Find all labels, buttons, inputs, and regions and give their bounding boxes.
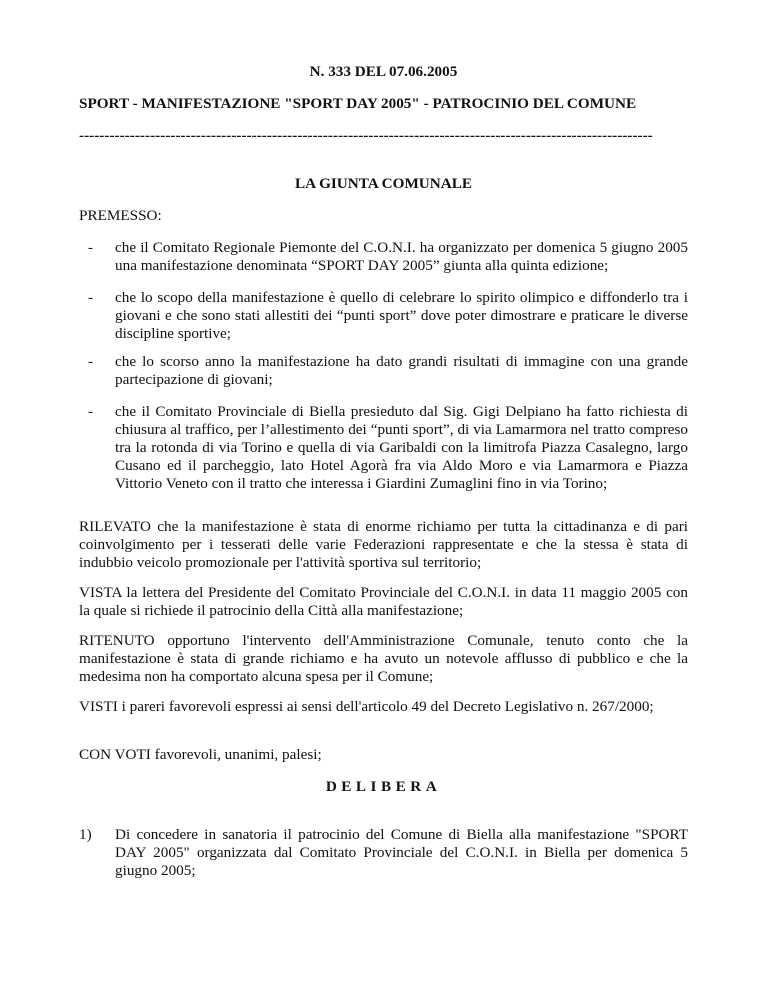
premesso-item (79, 289, 688, 343)
premesso-item (79, 239, 688, 275)
resolution-text: Di concedere in sanatoria il patrocinio del Comune di Biella alla manifestazione "SPORT DAY 2005" organizzata dal Comitato Provinciale del C.O.N.I. in Biella per domenica 5 giugno 2005; (115, 826, 688, 879)
resolution-number: 1) (79, 826, 92, 843)
separator-line: ----------------------------------------------------------------------------------------------------------------- (79, 127, 653, 144)
ritenuto-paragraph: RITENUTO opportuno l'intervento dell'Amministrazione Comunale, tenuto conto che la manifestazione è stata di grande richiamo e ha avuto un notevole afflusso di pubblico e che la medesima non ha comportato alcuna spesa per il Comune; (79, 632, 688, 685)
premesso-label: PREMESSO: (79, 207, 162, 224)
vista-paragraph: VISTA la lettera del Presidente del Comitato Provinciale del C.O.N.I. in data 11 maggio 2005 con la quale si richiede il patrocinio della Città alla manifestazione; (79, 584, 688, 619)
deliberation-reference: N. 333 DEL 07.06.2005 (309, 63, 458, 80)
premesso-item (79, 353, 688, 389)
premesso-item-text: che il Comitato Regionale Piemonte del C.O.N.I. ha organizzato per domenica 5 giugno 2005 una manifestazione denominata “SPORT DAY 2005” giunta alla quinta edizione; (115, 239, 688, 274)
rilevato-paragraph: RILEVATO che la manifestazione è stata di enorme richiamo per tutta la cittadinanza e di pari coinvolgimento per i tesserati delle varie Federazioni rappresentate e che la stessa è stata di indubbio veicolo promozionale per l'attività sportiva sul territorio; (79, 518, 688, 571)
body-title: LA GIUNTA COMUNALE (295, 175, 472, 192)
resolution-item (79, 826, 688, 880)
bullet-dash: - (88, 289, 94, 306)
bullet-dash: - (88, 353, 94, 370)
premesso-item-text: che lo scorso anno la manifestazione ha dato grandi risultati di immagine con una grande partecipazione di giovani; (115, 353, 688, 388)
con-voti-paragraph: CON VOTI favorevoli, unanimi, palesi; (79, 746, 322, 763)
delibera-title: DELIBERA (325, 778, 442, 795)
bullet-dash: - (88, 403, 94, 420)
premesso-item-text: che lo scopo della manifestazione è quello di celebrare lo spirito olimpico e diffonderlo tra i giovani e che sono stati allestiti dei “punti sport” dove poter dimostrare e praticare le diverse discipline sportive; (115, 289, 688, 342)
bullet-dash: - (88, 239, 94, 256)
visti-paragraph: VISTI i pareri favorevoli espressi ai sensi dell'articolo 49 del Decreto Legislativo n. 267/2000; (79, 698, 654, 715)
premesso-item-text: che il Comitato Provinciale di Biella presieduto dal Sig. Gigi Delpiano ha fatto richiesta di chiusura al traffico, per l’allestimento dei “punti sport”, di via Lamarmora nel tratto compreso tra la rotonda di via Torino e quella di via Garibaldi con la limitrofa Piazza Casalegno, largo Cusano ed il parcheggio, lato Hotel Agorà fra via Aldo Moro e via Lamarmora e Piazza Vittorio Veneto con il tratto che interessa i Giardini Zumaglini fino in via Torino; (115, 403, 688, 492)
deliberation-subject: SPORT - MANIFESTAZIONE "SPORT DAY 2005" - PATROCINIO DEL COMUNE (79, 95, 637, 112)
premesso-item (79, 403, 688, 493)
